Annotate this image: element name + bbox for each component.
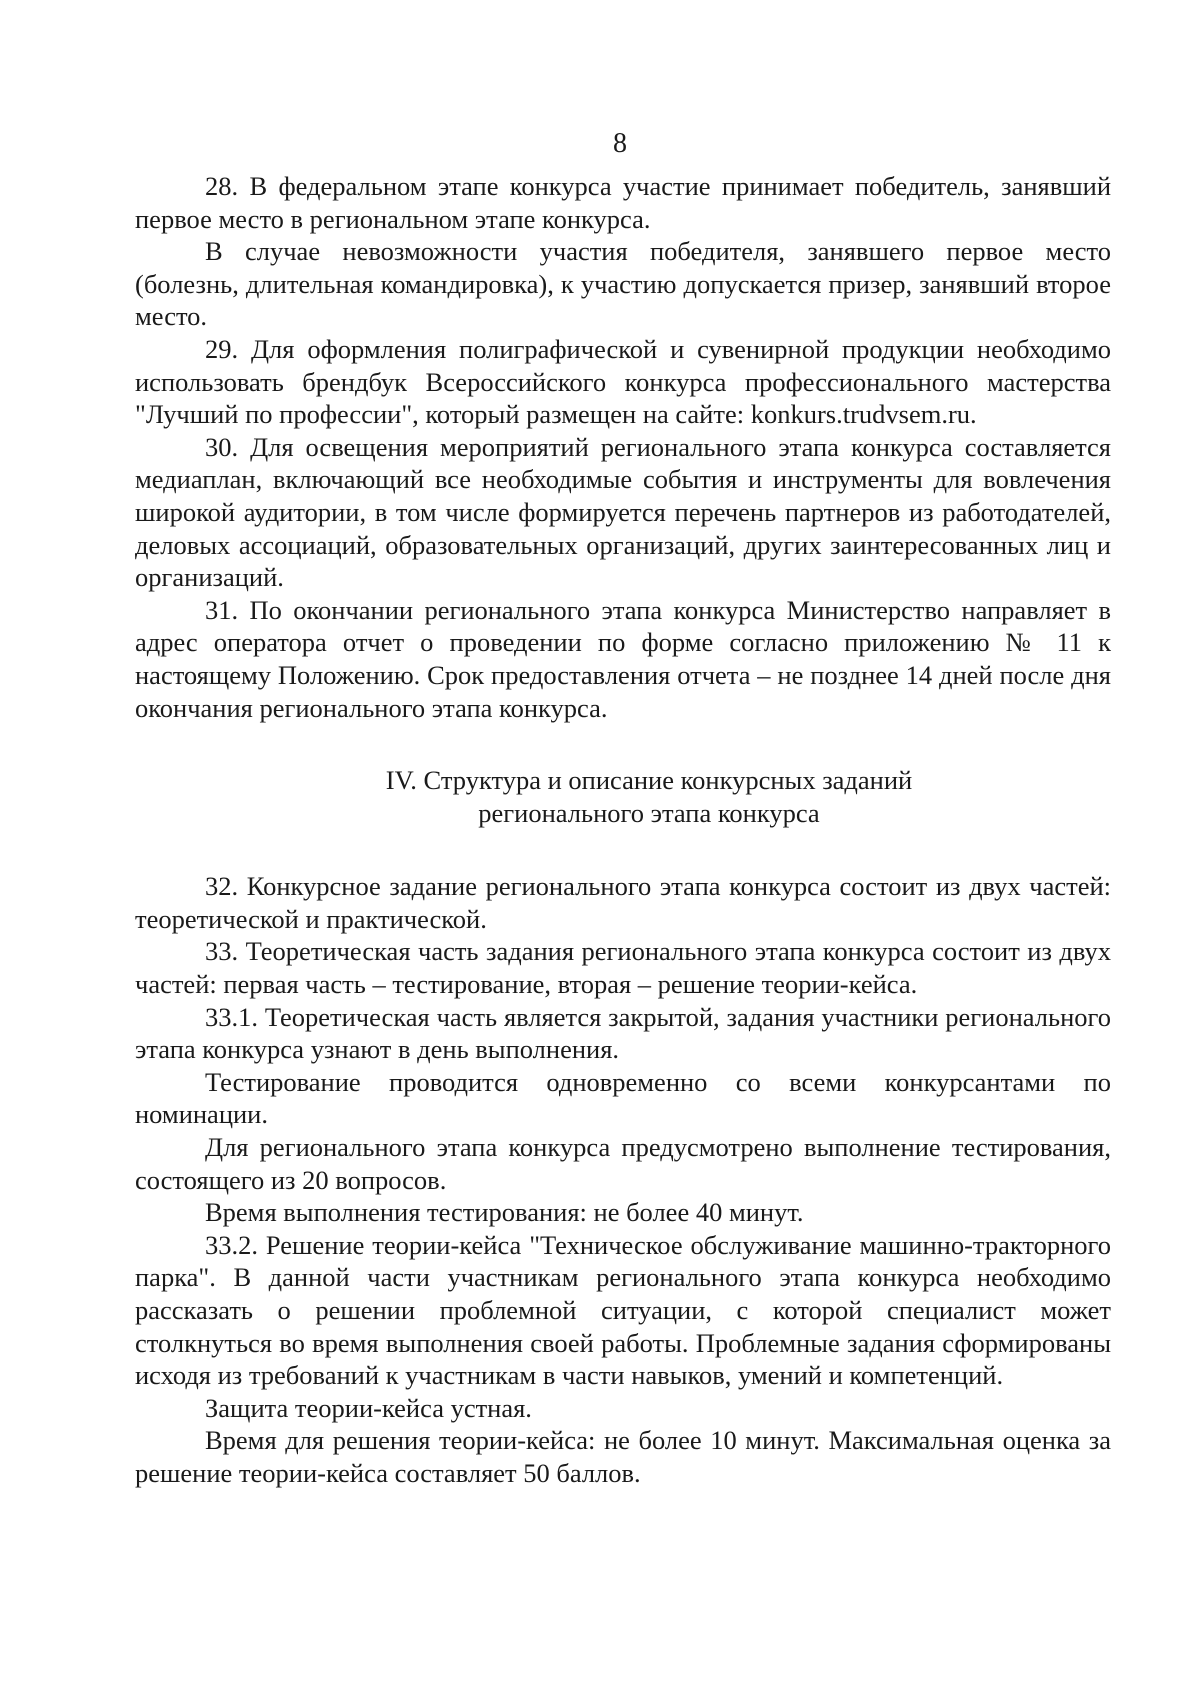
paragraph-testing: Тестирование проводится одновременно со всеми конкурсантами по номинации. — [135, 1066, 1111, 1130]
paragraph-28: 28. В федеральном этапе конкурса участие принимает победитель, занявший первое место в региональном этапе конкурса. — [135, 171, 1111, 234]
paragraph-32: 32. Конкурсное задание регионального этапа конкурса состоит из двух частей: теоретической и практической. — [135, 871, 1111, 934]
paragraph-30: 30. Для освещения мероприятий регионального этапа конкурса составляется медиаплан, включающий все необходимые события и инструменты для вовлечения широкой аудитории, в том числе формируется перечень партнеров из работодателей, деловых ассоциаций, образовательных организаций, других заинтересованных лиц и организаций. — [135, 431, 1111, 593]
section-heading-line-2: регионального этапа конкурса — [478, 797, 820, 828]
paragraph-28-note: В случае невозможности участия победителя, занявшего первое место (болезнь, длительная командировка), к участию допускается призер, занявший второе место. — [135, 236, 1111, 332]
section-heading — [135, 764, 1111, 829]
paragraph-31: 31. По окончании регионального этапа конкурса Министерство направляет в адрес оператора отчет о проведении по форме согласно приложению № 11 к настоящему Положению. Срок предоставления отчета – не позднее 14 дней после дня окончания регионального этапа конкурса. — [135, 594, 1111, 723]
document-body — [135, 170, 1111, 1490]
paragraph-testing-time: Время выполнения тестирования: не более 40 минут. — [205, 1197, 804, 1228]
paragraph-33-1: 33.1. Теоретическая часть является закрытой, задания участники регионального этапа конкурса узнают в день выполнения. — [135, 1001, 1111, 1065]
paragraph-case-defense: Защита теории-кейса устная. — [205, 1392, 532, 1423]
section-heading-line-1: IV. Структура и описание конкурсных заданий — [385, 765, 913, 796]
paragraph-33: 33. Теоретическая часть задания регионального этапа конкурса состоит из двух частей: первая часть – тестирование, вторая – решение теории-кейса. — [135, 936, 1111, 1000]
paragraph-29: 29. Для оформления полиграфической и сувенирной продукции необходимо использовать брендбук Всероссийского конкурса профессионального мастерства "Лучший по профессии", который размещен на сайте: konkurs.trudvsem.ru. — [135, 333, 1111, 430]
paragraph-case-time: Время для решения теории-кейса: не более 10 минут. Максимальная оценка за решение теории-кейса составляет 50 баллов. — [135, 1425, 1111, 1488]
paragraph-33-2: 33.2. Решение теории-кейса "Техническое обслуживание машинно-тракторного парка". В данной части участникам регионального этапа конкурса необходимо рассказать о решении проблемной ситуации, с которой специалист может столкнуться во время выполнения своей работы. Проблемные задания сформированы исходя из требований к участникам в части навыков, умений и компетенций. — [135, 1229, 1111, 1391]
page-number: 8 — [613, 128, 627, 159]
paragraph-testing-questions: Для регионального этапа конкурса предусмотрено выполнение тестирования, состоящего из 20 вопросов. — [135, 1132, 1111, 1195]
